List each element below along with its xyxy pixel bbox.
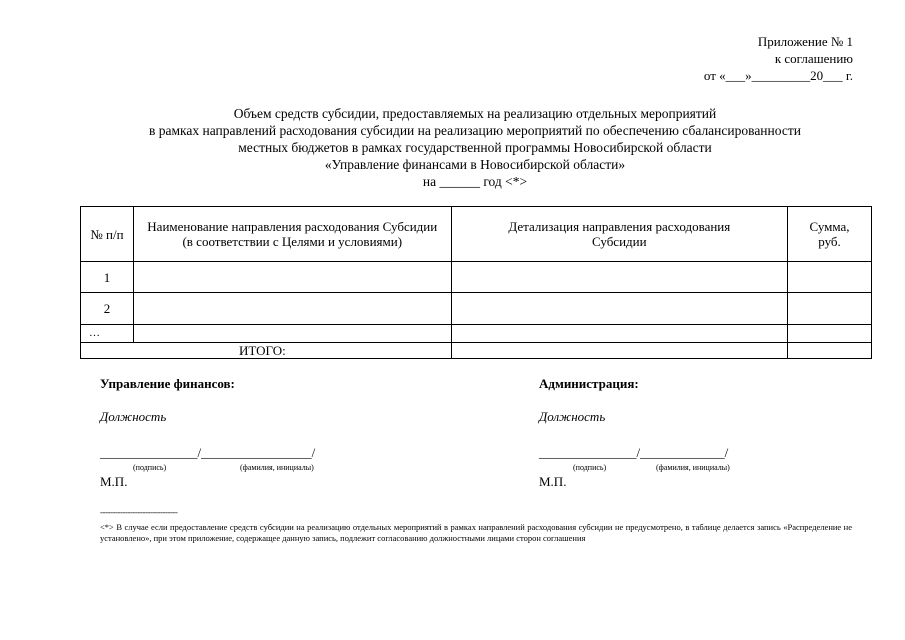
table-row [81, 262, 872, 293]
footnote-text: <*> В случае если предоставление средств субсидии на реализацию отдельных мероприятий в рамках направлений расходования субсидии не предусмотрено, в таблице делается запись «Распределение не установлено», при этом приложение, содержащее данную запись, подлежит согласованию должностными лицами сторон соглашения [100, 522, 852, 543]
row-detail-cell [451, 325, 787, 343]
header-detail: Детализация направления расходования Субсидии [451, 207, 787, 262]
footnote-divider: ------------------------------- [100, 507, 178, 517]
row-name-cell [133, 293, 451, 325]
total-label: ИТОГО: [81, 343, 452, 359]
appendix-number: Приложение № 1 [757, 34, 853, 49]
table-total-row [81, 343, 872, 359]
row-num: 1 [81, 262, 134, 293]
row-name-cell [133, 325, 451, 343]
row-num: 2 [81, 293, 134, 325]
left-position: Должность [100, 409, 167, 424]
title-line-3: местных бюджетов в рамках государственной программы Новосибирской области [238, 140, 712, 155]
title-line-2: в рамках направлений расходования субсидии на реализацию мероприятий по обеспечению сбалансированности [149, 123, 801, 138]
row-sum-cell [788, 325, 872, 343]
appendix-date: от «___»_________20___ г. [703, 68, 853, 83]
table-header-row [81, 207, 872, 262]
total-sum-cell [788, 343, 872, 359]
right-seal: М.П. [539, 474, 567, 489]
title-line-4: «Управление финансами в Новосибирской области» [324, 157, 626, 172]
right-position: Должность [539, 409, 606, 424]
header-num: № п/п [81, 207, 134, 262]
table-row [81, 325, 872, 343]
right-name-caption: (фамилия, инициалы) [656, 463, 730, 472]
title-line-5: на ______ год <*> [422, 174, 528, 189]
title-line-1: Объем средств субсидии, предоставляемых на реализацию отдельных мероприятий [233, 106, 717, 121]
left-seal: М.П. [100, 474, 128, 489]
document-title [60, 105, 890, 190]
left-name-caption: (фамилия, инициалы) [240, 463, 314, 472]
left-signature-line: _______________/_________________/ [100, 445, 316, 460]
row-num: … [81, 325, 134, 343]
right-sign-caption: (подпись) [573, 463, 607, 472]
row-sum-cell [788, 293, 872, 325]
row-sum-cell [788, 262, 872, 293]
table-row [81, 293, 872, 325]
appendix-block [704, 33, 853, 84]
subsidy-table [80, 206, 872, 359]
right-signature-line: _______________/_____________/ [539, 445, 729, 460]
row-detail-cell [451, 262, 787, 293]
row-name-cell [133, 262, 451, 293]
right-org-heading: Администрация: [539, 376, 639, 391]
row-detail-cell [451, 293, 787, 325]
left-sign-caption: (подпись) [133, 463, 167, 472]
total-detail-cell [451, 343, 787, 359]
appendix-agreement: к соглашению [774, 51, 853, 66]
left-org-heading: Управление финансов: [100, 376, 235, 391]
header-sum: Сумма, руб. [788, 207, 872, 262]
header-name: Наименование направления расходования Субсидии (в соответствии с Целями и условиями) [133, 207, 451, 262]
